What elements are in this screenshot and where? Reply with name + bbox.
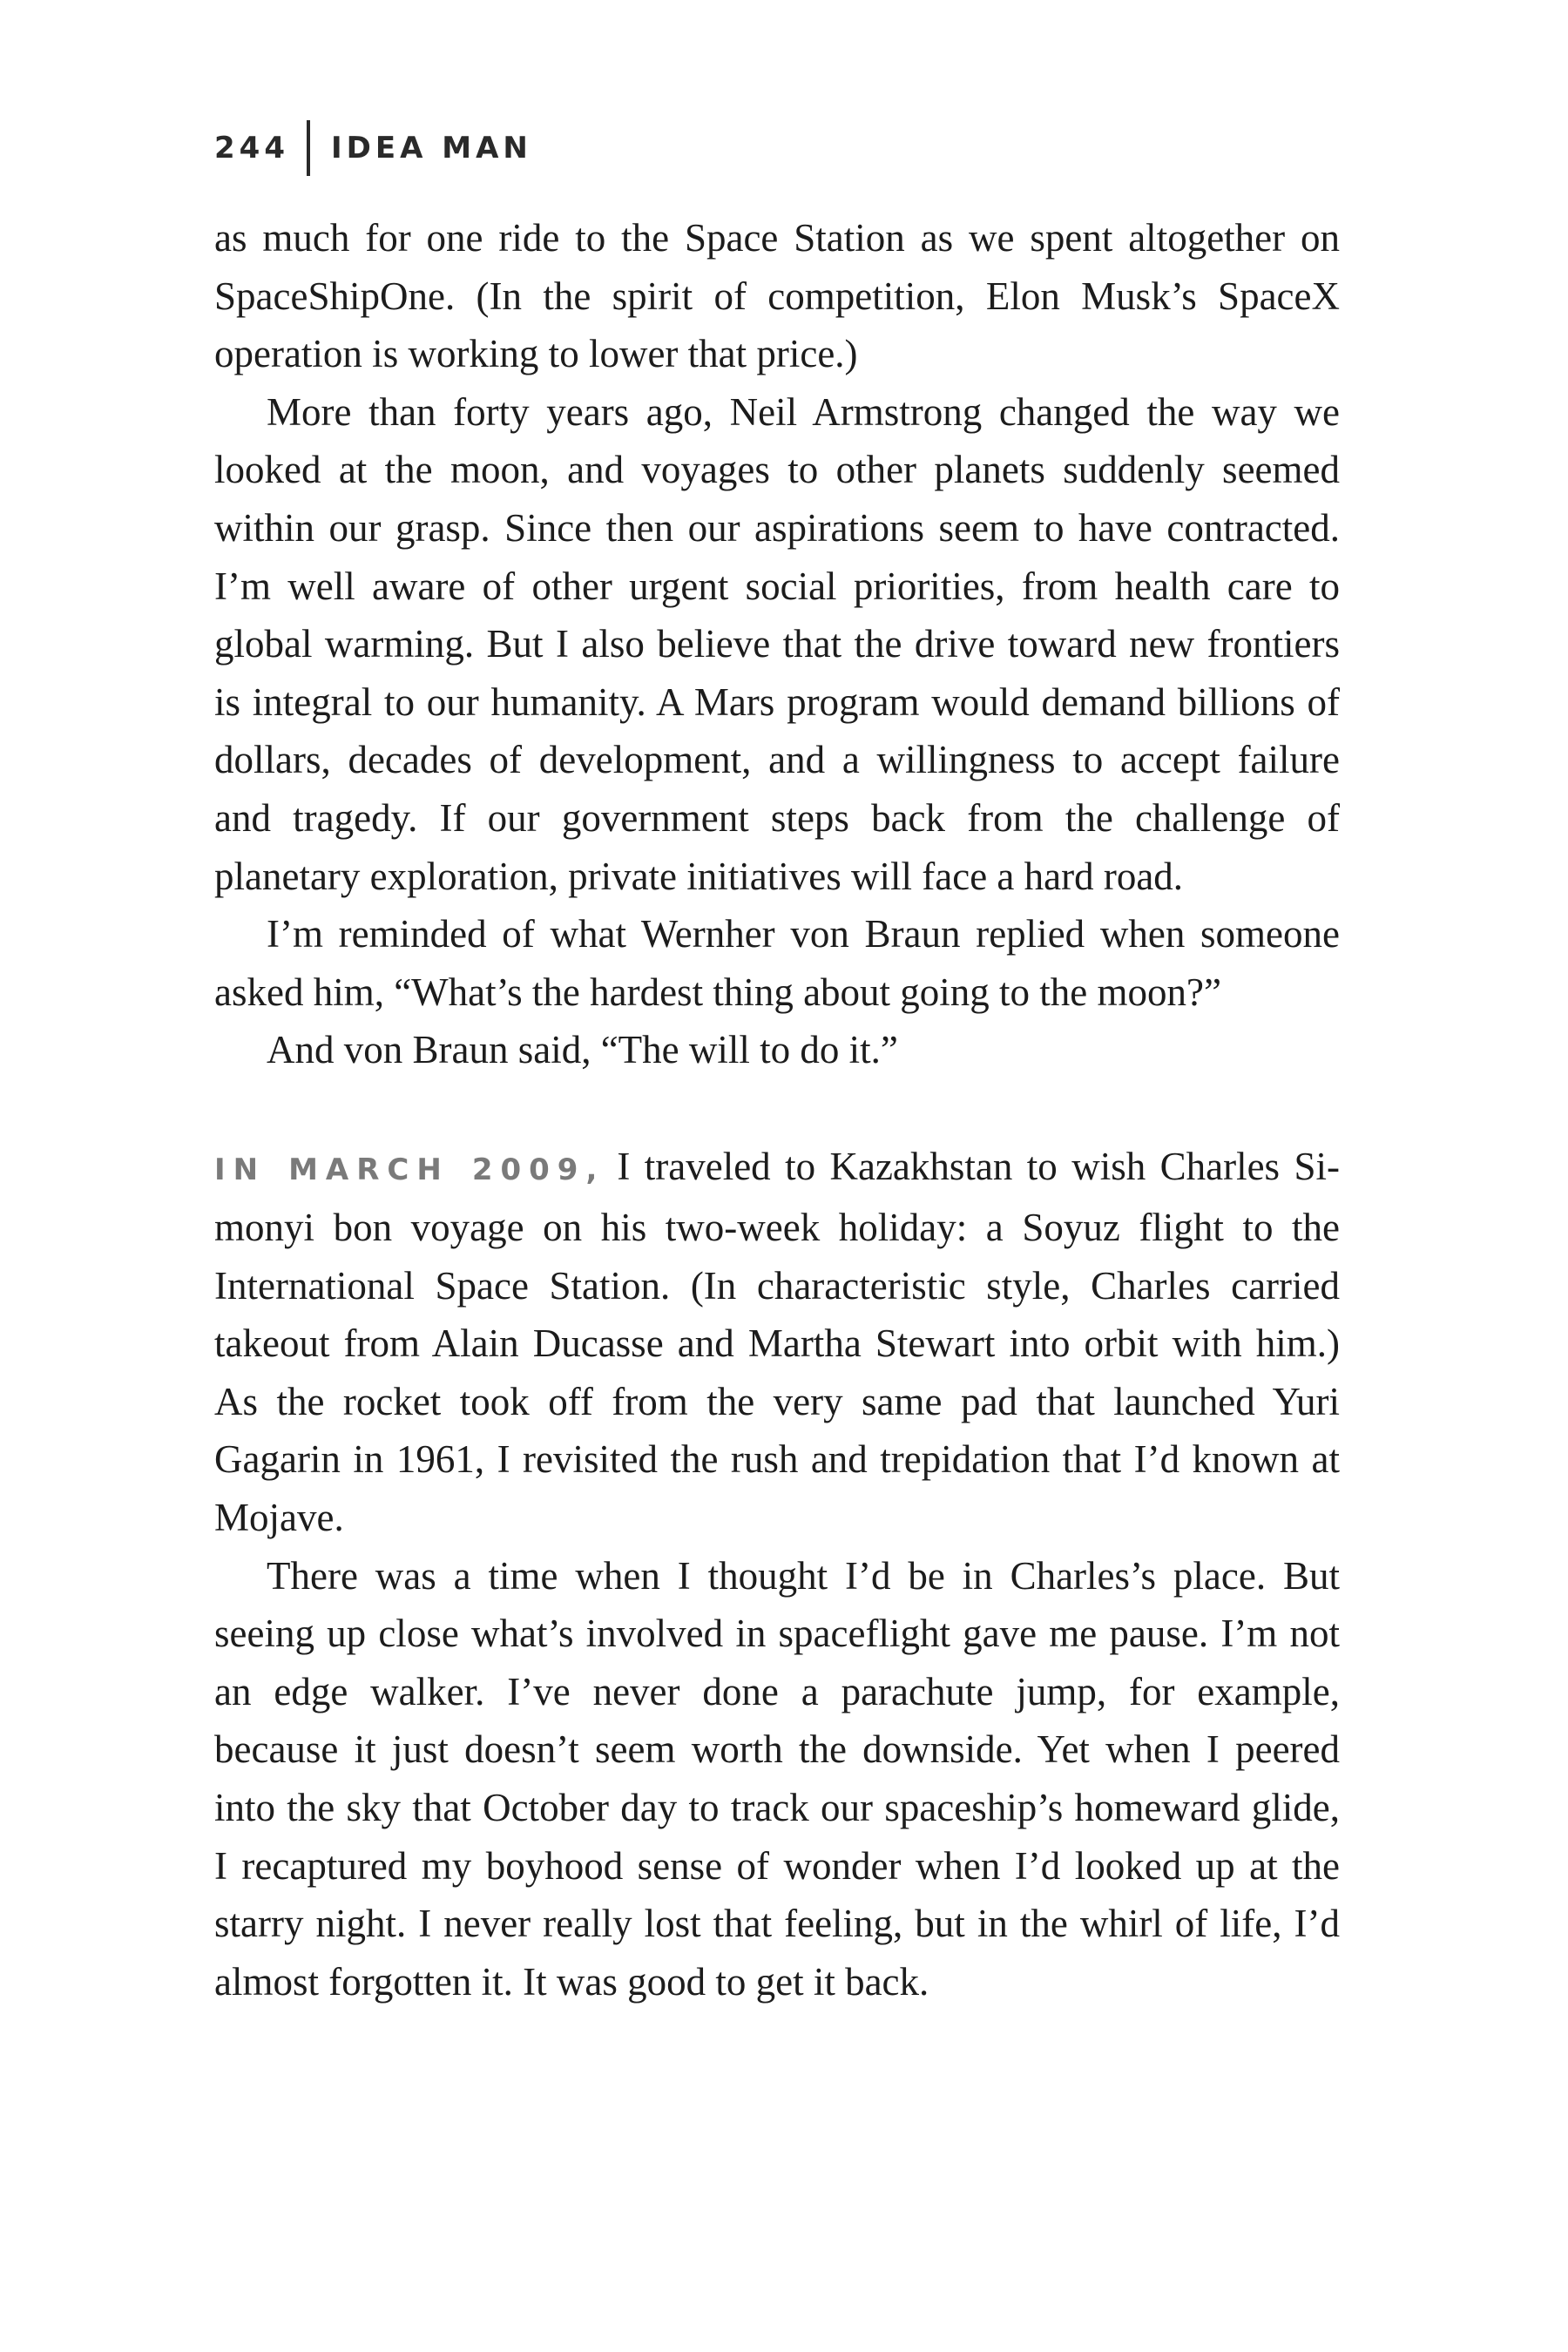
header-divider [307, 120, 310, 176]
section-break [214, 1079, 1340, 1138]
paragraph-armstrong: More than forty years ago, Neil Armstrong changed the way we looked at the moon, and voyages to other planets suddenly seemed within our grasp. Since then our aspirations seem to have contracted. I’m well aware of other urgent social priorities, from health care to global warming. But I also believe that the drive toward new frontiers is integral to our humanity. A Mars program would demand billions of dollars, decades of development, and a willingness to accept failure and tragedy. If our government steps back from the challenge of planetary exploration, private initiatives will face a hard road. [214, 389, 1340, 898]
running-head [214, 122, 532, 174]
paragraph-charles-place: There was a time when I thought I’d be in Charles’s place. But seeing up close what’s involved in spaceflight gave me pause. I’m not an edge walker. I’ve never done a parachute jump, for example, because it just doesn’t seem worth the downside. Yet when I peered into the sky that October day to track our spaceship’s homeward glide, I recaptured my boyhood sense of wonder when I’d looked up at the starry night. I never really lost that feeling, but in the whirl of life, I’d almost forgotten it. It was good to get it back. [214, 1553, 1340, 2004]
book-title: IDEA MAN [330, 131, 532, 166]
paragraph-von-braun-question: I’m reminded of what Wernher von Braun replied when someone asked him, “What’s the hardest thing about going to the moon?” [214, 912, 1340, 1014]
paragraph-section-opening-text: I traveled to Kazakhstan to wish Charles Simonyi bon voyage on his two-week holiday: a Soyuz flight to the International Space Station. (In characteristic style, Charles carried takeout from Alain Ducasse and Martha Stewart into orbit with him.) As the rocket took off from the very same pad that launched Yuri Gagarin in 1961, I revisited the rush and trepidation that I’d known at Mojave. [214, 1144, 1341, 1540]
paragraph-von-braun-answer: And von Braun said, “The will to do it.” [267, 1028, 898, 1072]
paragraph-section-opening [214, 1138, 1340, 1547]
section-lead-in: IN MARCH 2009, [214, 1152, 605, 1187]
body-text [214, 209, 1340, 2011]
page-number: 244 [214, 131, 289, 166]
paragraph-continuation: as much for one ride to the Space Station as we spent altogether on SpaceShipOne. (In the spirit of competition, Elon Musk’s SpaceX operation is working to lower that price.) [214, 216, 1340, 376]
